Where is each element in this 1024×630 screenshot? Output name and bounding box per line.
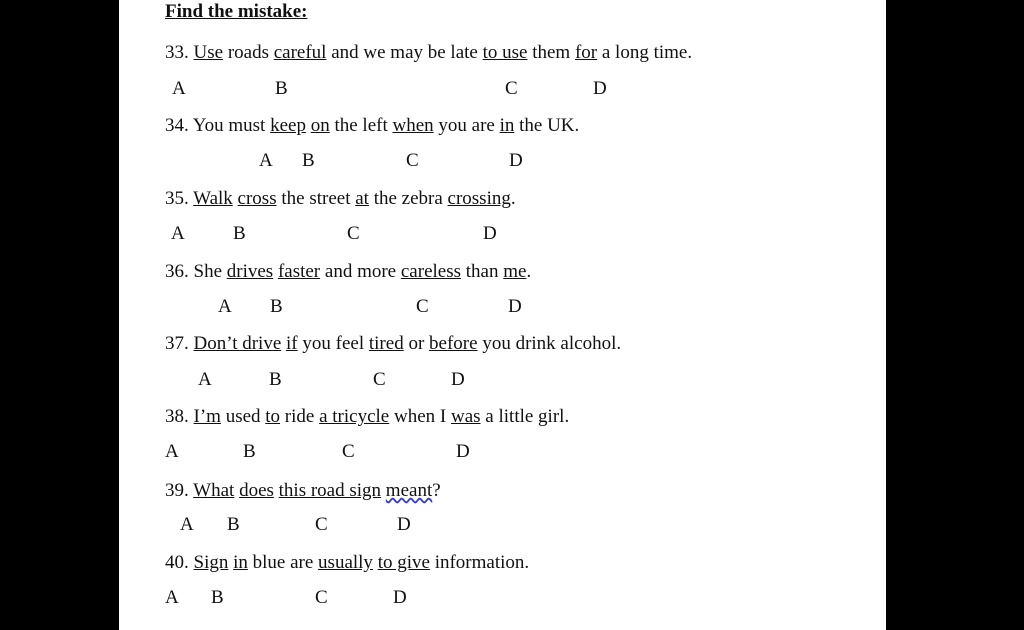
underlined-part: was <box>450 406 481 427</box>
sentence-text: ? <box>432 480 441 501</box>
question-text <box>165 551 529 575</box>
sentence-text: roads <box>223 42 274 63</box>
underlined-part: drives <box>226 261 274 282</box>
option-label: C <box>416 296 429 317</box>
sentence-text: the UK. <box>514 115 580 136</box>
sentence-text: ride <box>280 406 320 427</box>
underlined-part: faster <box>277 261 321 282</box>
sentence-text: the street <box>276 188 356 209</box>
option-label: D <box>456 441 470 462</box>
sentence-text: used <box>220 406 266 427</box>
underlined-part: on <box>310 115 330 136</box>
sentence-text: 40. <box>165 552 194 573</box>
underlined-part: usually <box>318 552 373 573</box>
option-label: C <box>342 441 355 462</box>
sentence-text: than <box>461 261 504 282</box>
underlined-part: a tricycle <box>319 406 390 427</box>
question-text <box>165 114 579 138</box>
underlined-part: What <box>193 480 235 501</box>
option-label: B <box>275 78 288 99</box>
sentence-text: 39. <box>165 480 194 501</box>
option-label: B <box>269 369 282 390</box>
option-label: D <box>483 223 497 244</box>
underlined-part: to give <box>377 552 430 573</box>
sentence-text: 37. <box>165 333 194 354</box>
underlined-part: careful <box>273 42 327 63</box>
option-label: B <box>227 514 240 535</box>
option-label: D <box>451 369 465 390</box>
underlined-part: keep <box>270 115 306 136</box>
sentence-text: information. <box>429 552 530 573</box>
sentence-text: a little girl. <box>480 406 570 427</box>
option-label: D <box>593 78 607 99</box>
underlined-part: tired <box>368 333 404 354</box>
underlined-part: if <box>286 333 298 354</box>
option-label: C <box>406 150 419 171</box>
option-label: A <box>165 441 179 462</box>
option-label: C <box>315 514 328 535</box>
option-label: C <box>347 223 360 244</box>
option-label: D <box>397 514 411 535</box>
option-label: A <box>172 78 186 99</box>
sentence-text: 35. <box>165 188 194 209</box>
underlined-part: when <box>392 115 434 136</box>
underlined-part: does <box>239 480 274 501</box>
underlined-part: at <box>355 188 369 209</box>
option-label: D <box>393 587 407 608</box>
option-label: A <box>180 514 194 535</box>
option-label: A <box>259 150 273 171</box>
option-label: C <box>505 78 518 99</box>
question-text <box>165 405 569 429</box>
sentence-text: the zebra <box>368 188 448 209</box>
underlined-part: before <box>429 333 478 354</box>
underlined-part: Sign <box>193 552 229 573</box>
option-label: D <box>509 150 523 171</box>
sentence-text: 38. <box>165 406 194 427</box>
sentence-text: you feel <box>297 333 369 354</box>
sentence-text: and more <box>320 261 401 282</box>
option-label: B <box>302 150 315 171</box>
question-text <box>165 41 692 65</box>
sentence-text: and we may be late <box>326 42 483 63</box>
underlined-part: Walk <box>193 188 233 209</box>
option-label: D <box>508 296 522 317</box>
underlined-part: meant <box>385 480 433 501</box>
option-label: B <box>233 223 246 244</box>
question-text <box>165 260 531 284</box>
underlined-part: to <box>265 406 281 427</box>
sentence-text: . <box>510 188 516 209</box>
sentence-text: . <box>526 261 532 282</box>
sentence-text: 34. You must <box>165 115 271 136</box>
option-label: A <box>171 223 185 244</box>
worksheet-page <box>119 0 886 630</box>
sentence-text: blue are <box>247 552 319 573</box>
underlined-part: cross <box>237 188 277 209</box>
option-label: B <box>211 587 224 608</box>
sentence-text: the left <box>329 115 393 136</box>
option-label: C <box>373 369 386 390</box>
underlined-part: to use <box>482 42 528 63</box>
underlined-part: for <box>574 42 598 63</box>
sentence-text: you drink alcohol. <box>477 333 622 354</box>
question-text <box>165 479 441 503</box>
sentence-text: you are <box>433 115 500 136</box>
sentence-text: them <box>527 42 575 63</box>
option-label: A <box>218 296 232 317</box>
sentence-text: when I <box>389 406 451 427</box>
option-label: B <box>243 441 256 462</box>
sentence-text: 36. She <box>165 261 227 282</box>
underlined-part: crossing <box>447 188 511 209</box>
underlined-part: Use <box>193 42 224 63</box>
question-text <box>165 187 516 211</box>
option-label: C <box>315 587 328 608</box>
sentence-text: or <box>403 333 430 354</box>
underlined-part: I’m <box>193 406 221 427</box>
underlined-part: this road sign <box>278 480 382 501</box>
sentence-text: 33. <box>165 42 194 63</box>
option-label: B <box>270 296 283 317</box>
question-text <box>165 332 621 356</box>
underlined-part: me <box>503 261 527 282</box>
underlined-part: careless <box>400 261 462 282</box>
option-label: A <box>165 587 179 608</box>
worksheet-title: Find the mistake: <box>165 1 308 22</box>
underlined-part: in <box>499 115 515 136</box>
sentence-text: a long time. <box>597 42 693 63</box>
option-label: A <box>198 369 212 390</box>
underlined-part: Don’t drive <box>193 333 282 354</box>
underlined-part: in <box>233 552 248 573</box>
